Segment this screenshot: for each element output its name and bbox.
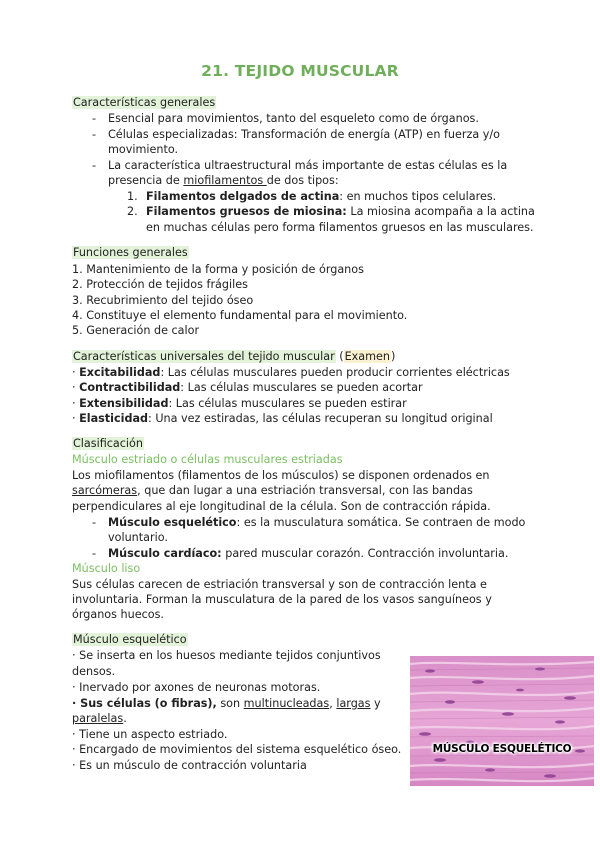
list-item: densos. (72, 665, 116, 678)
skeletal-muscle-micrograph (410, 656, 594, 786)
paragraph-line: órganos huecos. (72, 608, 164, 621)
numbered-item-cont: en muchas células pero forma filamentos gruesos en las musculares. (146, 221, 534, 234)
numbered-item: 2. (127, 205, 138, 218)
dash-marker: - (92, 112, 97, 125)
paragraph-line: perpendiculares al eje longitudinal de la célula. Son de contracción rápida. (72, 500, 491, 513)
numbered-item-text: Filamentos gruesos de miosina: La miosina acompaña a la actina (146, 205, 535, 218)
micrograph-label: MÚSCULO ESQUELÉTICO (432, 743, 572, 755)
underlined-term: paralelas (72, 712, 124, 725)
paragraph-line: involuntaria. Forman la musculatura de la pared de los vasos sanguíneos y (72, 593, 492, 606)
micrograph-image (410, 656, 594, 786)
list-item: 1. Mantenimiento de la forma y posición de órganos (72, 263, 364, 276)
bullet-text: movimiento. (108, 143, 179, 156)
list-item: 4. Constituye el elemento fundamental para el movimiento. (72, 309, 408, 322)
list-item: · Sus células (o fibras), son multinucleadas, largas y (72, 697, 381, 710)
exam-tag: Examen (344, 350, 391, 363)
list-item: · Se inserta en los huesos mediante tejidos conjuntivos (72, 649, 381, 662)
paragraph-line: Sus células carecen de estriación transversal y son de contracción lenta e (72, 578, 487, 591)
list-item: · Contractibilidad: Las células musculares se pueden acortar (72, 381, 423, 394)
bullet-text: Esencial para movimientos, tanto del esqueleto como de órganos. (108, 112, 479, 125)
numbered-item-text: Filamentos delgados de actina: en muchos tipos celulares. (146, 190, 497, 203)
underlined-term: miofilamentos (183, 174, 267, 187)
numbered-item: 1. (127, 190, 138, 203)
list-item: · Tiene un aspecto estriado. (72, 728, 228, 741)
subheading-liso: Músculo liso (72, 562, 141, 575)
underlined-term: sarcómeras (72, 484, 138, 497)
bullet-text: presencia de miofilamentos de dos tipos: (108, 174, 339, 187)
list-item: 3. Recubrimiento del tejido óseo (72, 294, 254, 307)
list-item: 2. Protección de tejidos frágiles (72, 278, 248, 291)
paragraph-line: sarcómeras, que dan lugar a una estriación transversal, con las bandas (72, 484, 473, 497)
list-item: · Encargado de movimientos del sistema esquelético óseo. (72, 743, 402, 756)
dash-marker: - (92, 516, 97, 529)
list-item: paralelas. (72, 712, 127, 725)
underlined-term: largas (336, 697, 371, 710)
subheading-estriado: Músculo estriado o células musculares estriadas (72, 453, 343, 466)
bullet-text: La característica ultraestructural más importante de estas células es la (108, 159, 508, 172)
section-heading-esqueletico: Músculo esquelético (73, 633, 187, 646)
list-item: · Elasticidad: Una vez estiradas, las células recuperan su longitud original (72, 412, 493, 425)
list-item: · Extensibilidad: Las células musculares se pueden estirar (72, 397, 407, 410)
section-heading-universales: Características universales del tejido muscular (Examen) (73, 350, 396, 363)
bullet-text: Músculo cardíaco: pared muscular corazón. Contracción involuntaria. (108, 547, 509, 560)
underlined-term: multinucleadas (243, 697, 330, 710)
section-heading-funciones: Funciones generales (73, 246, 188, 259)
page-title: 21. TEJIDO MUSCULAR (201, 62, 399, 80)
list-item: · Excitabilidad: Las células musculares pueden producir corrientes eléctricas (72, 366, 510, 379)
section-heading-caracteristicas: Características generales (73, 96, 216, 109)
list-item: · Inervado por axones de neuronas motoras. (72, 681, 321, 694)
dash-marker: - (92, 159, 97, 172)
bullet-text: Músculo esquelético: es la musculatura somática. Se contraen de modo (108, 516, 526, 529)
paragraph-line: Los miofilamentos (filamentos de los músculos) se disponen ordenados en (72, 469, 490, 482)
section-heading-clasificacion: Clasificación (73, 437, 143, 450)
list-item: 5. Generación de calor (72, 324, 200, 337)
bullet-text: voluntario. (108, 531, 168, 544)
bullet-text: Células especializadas: Transformación de energía (ATP) en fuerza y/o (108, 128, 500, 141)
list-item: · Es un músculo de contracción voluntaria (72, 759, 307, 772)
dash-marker: - (92, 547, 97, 560)
dash-marker: - (92, 128, 97, 141)
